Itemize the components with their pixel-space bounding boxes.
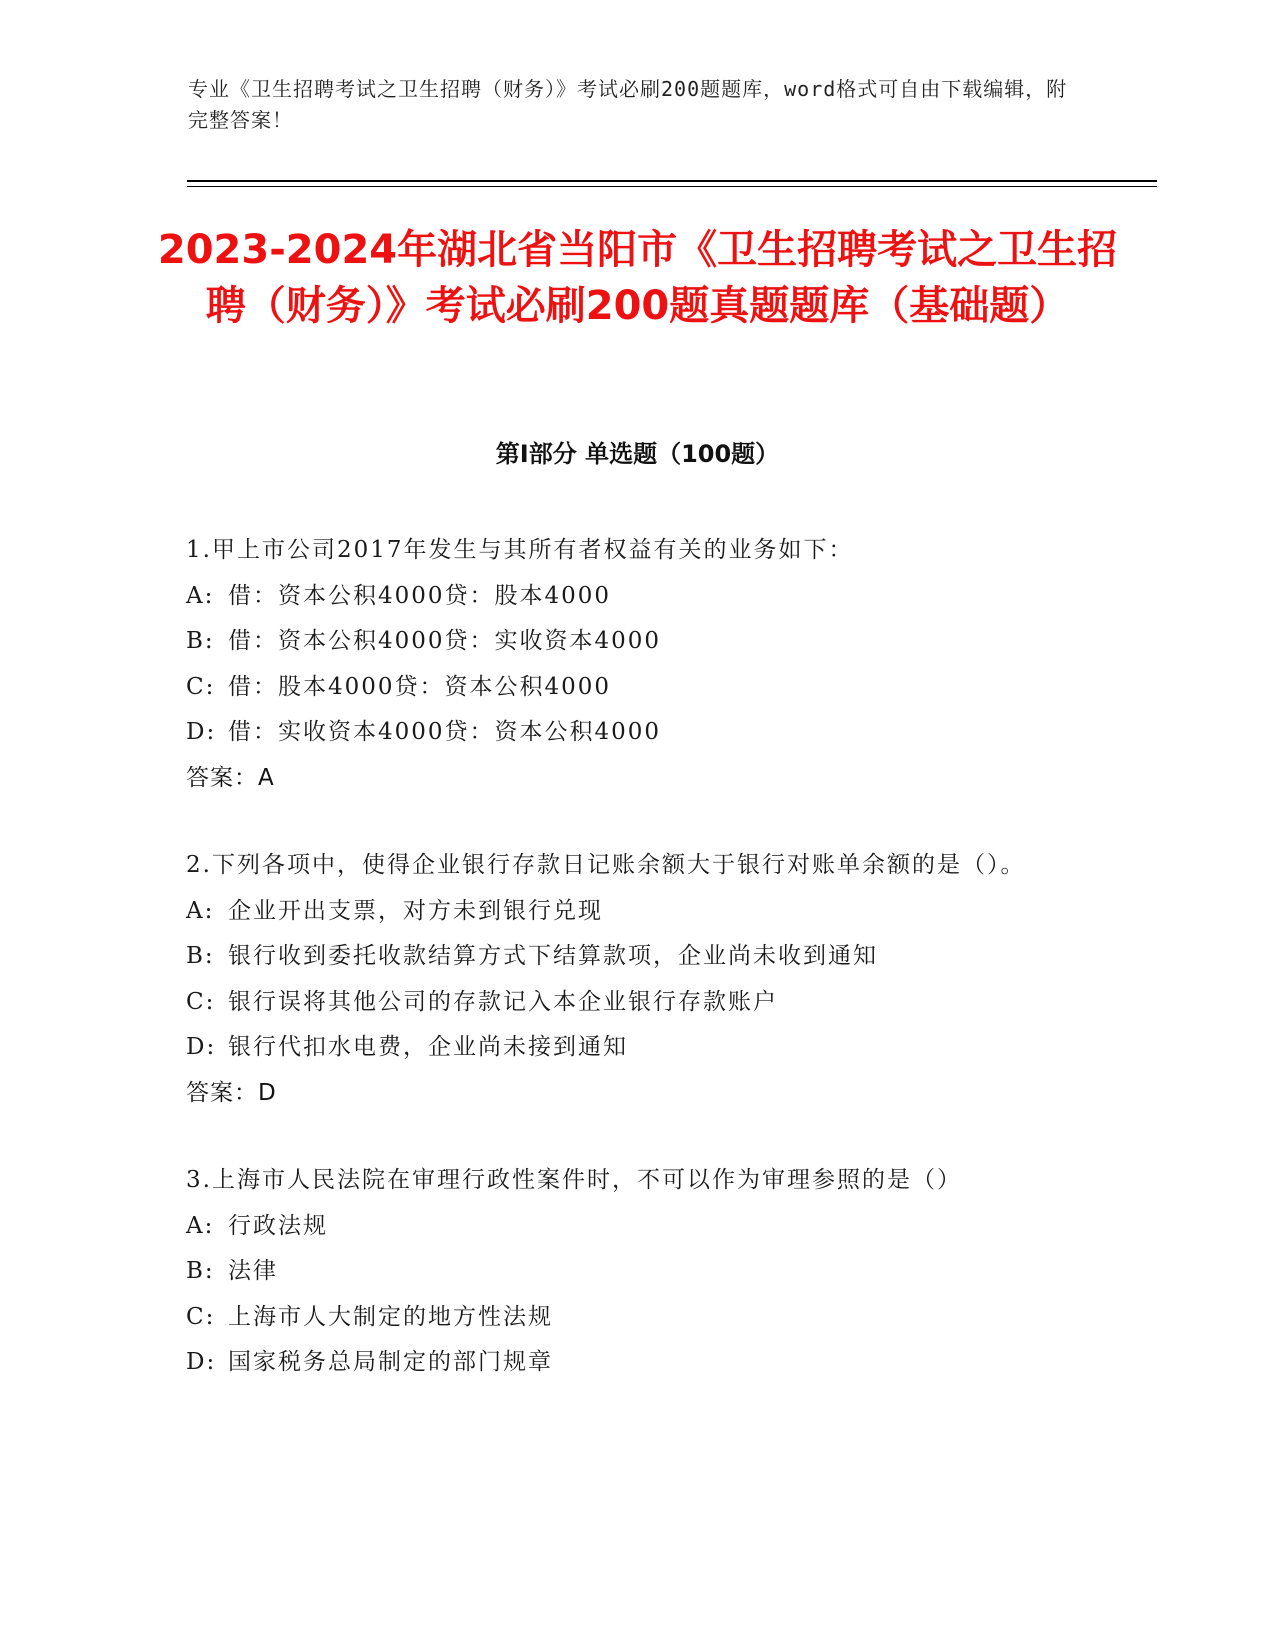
document-title: 2023-2024年湖北省当阳市《卫生招聘考试之卫生招聘（财务）》考试必刷200题真题题库（基础题） — [157, 227, 1118, 329]
answer-label: 答案：A — [186, 764, 275, 791]
question-list — [186, 528, 1066, 1428]
option-text: 借：资本公积4000贷：股本4000 — [228, 582, 612, 609]
option-c — [186, 1295, 1066, 1341]
option-key: A: — [186, 1212, 215, 1239]
option-text: 法律 — [228, 1258, 278, 1284]
header-rule-thin — [187, 186, 1157, 187]
option-d — [186, 1340, 1066, 1386]
option-text: 企业开出支票，对方未到银行兑现 — [228, 897, 603, 924]
option-key: D: — [186, 719, 217, 745]
header-note: 专业《卫生招聘考试之卫生招聘（财务）》考试必刷200题题库，word格式可自由下载编辑，附完整答案！ — [188, 77, 1068, 132]
option-key: C: — [186, 1303, 216, 1330]
option-key: B: — [186, 1258, 215, 1284]
option-d — [186, 710, 1066, 756]
option-text: 借：股本4000贷：资本公积4000 — [228, 673, 612, 700]
option-key: D: — [186, 1349, 217, 1375]
header-rule-thick — [187, 180, 1157, 182]
answer-label: 答案：D — [186, 1079, 277, 1106]
section-title: 第Ⅰ部分 单选题（100题） — [495, 440, 780, 468]
option-a — [186, 889, 1066, 935]
option-text: 上海市人大制定的地方性法规 — [228, 1303, 553, 1330]
option-d — [186, 1025, 1066, 1071]
option-key: B: — [186, 943, 215, 969]
option-b — [186, 619, 1066, 665]
option-text: 借：实收资本4000贷：资本公积4000 — [228, 719, 662, 745]
question-text: 1.甲上市公司2017年发生与其所有者权益有关的业务如下： — [186, 537, 854, 563]
option-text: 借：资本公积4000贷：实收资本4000 — [228, 628, 662, 654]
option-a — [186, 1204, 1066, 1250]
question-2 — [186, 843, 1066, 1116]
option-c — [186, 980, 1066, 1026]
option-text: 国家税务总局制定的部门规章 — [228, 1349, 553, 1375]
option-c — [186, 665, 1066, 711]
option-key: C: — [186, 988, 216, 1015]
question-text: 3.上海市人民法院在审理行政性案件时，不可以作为审理参照的是（） — [186, 1167, 962, 1193]
question-1 — [186, 528, 1066, 801]
question-3 — [186, 1158, 1066, 1386]
option-key: D: — [186, 1034, 217, 1060]
option-a — [186, 574, 1066, 620]
option-b — [186, 1249, 1066, 1295]
option-b — [186, 934, 1066, 980]
question-text: 2.下列各项中，使得企业银行存款日记账余额大于银行对账单余额的是（）。 — [186, 852, 1026, 878]
option-key: A: — [186, 582, 215, 609]
option-text: 行政法规 — [228, 1212, 328, 1239]
option-key: B: — [186, 628, 215, 654]
option-key: A: — [186, 897, 215, 924]
option-text: 银行收到委托收款结算方式下结算款项，企业尚未收到通知 — [228, 943, 878, 969]
option-text: 银行误将其他公司的存款记入本企业银行存款账户 — [228, 988, 778, 1015]
option-key: C: — [186, 673, 216, 700]
option-text: 银行代扣水电费，企业尚未接到通知 — [228, 1034, 628, 1060]
